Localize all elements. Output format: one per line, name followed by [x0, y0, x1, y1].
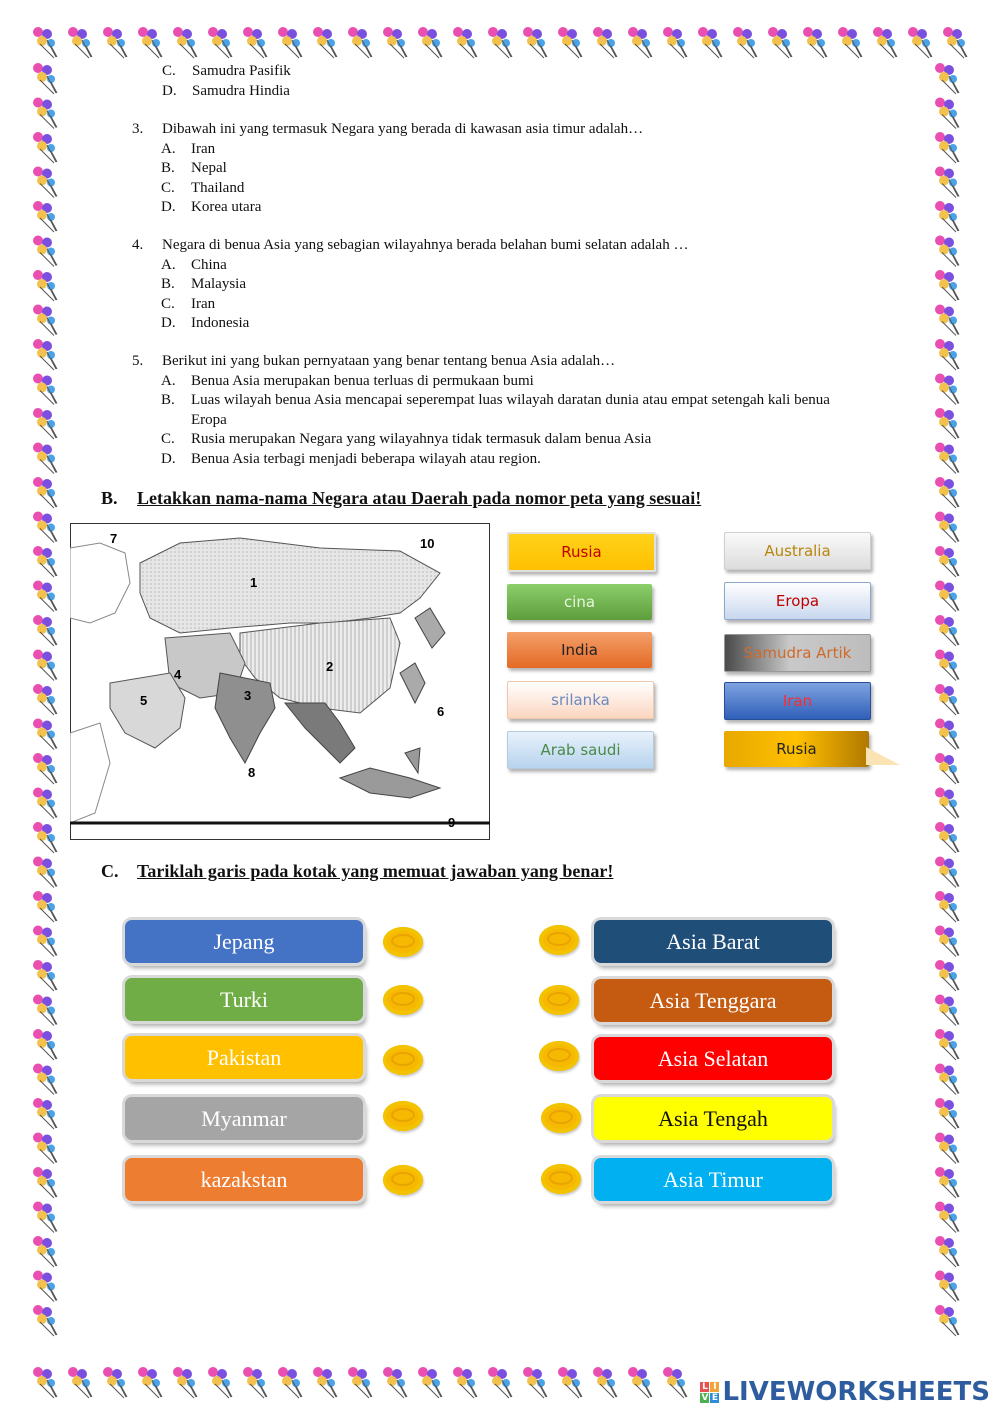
balloon-icon: [33, 236, 57, 267]
balloon-icon: [33, 857, 57, 888]
option-text: Thailand: [191, 179, 245, 196]
balloon-icon: [558, 27, 582, 58]
chip-samudra-artik[interactable]: Samudra Artik: [724, 634, 871, 672]
balloon-icon: [935, 581, 959, 612]
chip-iran[interactable]: Iran: [724, 682, 871, 720]
balloon-icon: [33, 960, 57, 991]
option-text: Eropa: [191, 411, 227, 428]
option-text: Malaysia: [191, 276, 246, 292]
balloon-icon: [935, 512, 959, 543]
balloon-icon: [935, 650, 959, 681]
chip-rusia[interactable]: Rusia: [507, 532, 656, 572]
right-connector-dot[interactable]: [541, 1103, 581, 1133]
balloon-icon: [68, 27, 92, 58]
balloon-icon: [935, 615, 959, 646]
balloon-icon: [383, 27, 407, 58]
balloon-icon: [348, 27, 372, 58]
balloon-icon: [733, 27, 757, 58]
left-connector-dot[interactable]: [383, 1101, 423, 1131]
balloon-icon: [33, 201, 57, 232]
map-number-7: 7: [110, 531, 118, 546]
balloon-icon: [33, 581, 57, 612]
balloon-icon: [935, 132, 959, 163]
balloon-icon: [935, 926, 959, 957]
balloon-icon: [935, 1098, 959, 1129]
option-text: Benua Asia terbagi menjadi beberapa wilayah atau region.: [191, 450, 541, 467]
map-number-3: 3: [244, 688, 252, 703]
map-number-10: 10: [420, 536, 435, 551]
map-number-1: 1: [250, 575, 258, 590]
map-number-9: 9: [448, 815, 456, 830]
balloon-icon: [935, 857, 959, 888]
balloon-icon: [593, 1367, 617, 1398]
balloon-icon: [558, 1367, 582, 1398]
balloon-icon: [935, 98, 959, 129]
balloon-icon: [488, 27, 512, 58]
balloon-icon: [173, 27, 197, 58]
section-b-title: Letakkan nama-nama Negara atau Daerah pada nomor peta yang sesuai!: [137, 488, 702, 508]
balloon-icon: [33, 926, 57, 957]
balloon-icon: [313, 1367, 337, 1398]
balloon-icon: [33, 995, 57, 1026]
balloon-icon: [935, 1029, 959, 1060]
balloon-icon: [33, 1064, 57, 1095]
balloon-icon: [33, 1133, 57, 1164]
chip-tail-decoration: [866, 747, 900, 765]
balloon-icon: [33, 477, 57, 508]
balloon-icon: [33, 98, 57, 129]
balloon-icon: [935, 270, 959, 301]
balloon-icon: [593, 27, 617, 58]
balloon-icon: [33, 891, 57, 922]
left-connector-dot[interactable]: [383, 927, 423, 957]
chip-eropa[interactable]: Eropa: [724, 582, 871, 620]
live-badge-icon: L IV E: [701, 1381, 719, 1403]
right-connector-dot[interactable]: [539, 985, 579, 1015]
balloon-icon: [935, 719, 959, 750]
balloon-icon: [803, 27, 827, 58]
balloon-icon: [33, 63, 57, 94]
left-item-myanmar: Myanmar: [125, 1097, 363, 1140]
left-item-kazakstan: kazakstan: [125, 1158, 363, 1201]
chip-rusia-2[interactable]: Rusia: [724, 731, 869, 767]
option-text: Luas wilayah benua Asia mencapai seperempat luas wilayah daratan dunia atau empat setengah kali benua: [191, 392, 830, 408]
map-number-4: 4: [174, 667, 182, 682]
balloon-icon: [33, 305, 57, 336]
chip-india[interactable]: India: [507, 632, 652, 668]
logo-text: LIVEWORKSHEETS: [722, 1377, 990, 1407]
balloon-icon: [33, 443, 57, 474]
right-item-asia-timur: Asia Timur: [594, 1158, 832, 1201]
balloon-icon: [935, 305, 959, 336]
balloon-icon: [33, 408, 57, 439]
balloon-icon: [935, 546, 959, 577]
balloon-icon: [698, 27, 722, 58]
balloon-icon: [935, 1271, 959, 1302]
right-connector-dot[interactable]: [539, 925, 579, 955]
balloon-icon: [33, 27, 57, 58]
balloon-icon: [935, 339, 959, 370]
balloon-icon: [935, 477, 959, 508]
balloon-icon: [33, 546, 57, 577]
balloon-icon: [33, 167, 57, 198]
balloon-icon: [488, 1367, 512, 1398]
balloon-icon: [838, 27, 862, 58]
chip-arab-saudi[interactable]: Arab saudi: [507, 731, 654, 769]
balloon-icon: [68, 1367, 92, 1398]
balloon-icon: [935, 788, 959, 819]
balloon-icon: [33, 1367, 57, 1398]
right-item-asia-tenggara: Asia Tenggara: [594, 979, 832, 1022]
balloon-icon: [33, 684, 57, 715]
balloon-icon: [33, 1271, 57, 1302]
balloon-icon: [523, 1367, 547, 1398]
balloon-icon: [935, 684, 959, 715]
balloon-icon: [103, 1367, 127, 1398]
balloon-icon: [935, 1305, 959, 1336]
balloon-icon: [628, 1367, 652, 1398]
balloon-icon: [243, 1367, 267, 1398]
balloon-icon: [33, 753, 57, 784]
balloon-icon: [313, 27, 337, 58]
left-item-jepang: Jepang: [125, 920, 363, 963]
option-text: Nepal: [191, 160, 227, 176]
balloon-icon: [908, 27, 932, 58]
option-text: Rusia merupakan Negara yang wilayahnya tidak termasuk dalam benua Asia: [191, 431, 652, 447]
balloon-icon: [278, 1367, 302, 1398]
right-item-asia-barat: Asia Barat: [594, 920, 832, 963]
balloon-icon: [278, 27, 302, 58]
question-4-text: Negara di benua Asia yang sebagian wilayahnya berada belahan bumi selatan adalah …: [162, 237, 689, 253]
balloon-icon: [33, 339, 57, 370]
balloon-icon: [138, 1367, 162, 1398]
balloon-icon: [33, 1167, 57, 1198]
balloon-icon: [418, 1367, 442, 1398]
chip-srilanka[interactable]: srilanka: [507, 681, 654, 719]
left-connector-dot[interactable]: [383, 985, 423, 1015]
option-text: Indonesia: [191, 315, 250, 331]
balloon-icon: [935, 891, 959, 922]
balloon-icon: [935, 995, 959, 1026]
balloon-icon: [935, 1202, 959, 1233]
balloon-icon: [33, 650, 57, 681]
balloon-icon: [935, 201, 959, 232]
balloon-icon: [348, 1367, 372, 1398]
balloon-icon: [935, 753, 959, 784]
balloon-icon: [33, 1305, 57, 1336]
balloon-icon: [383, 1367, 407, 1398]
option-text: Korea utara: [191, 199, 262, 215]
question-3-text: Dibawah ini yang termasuk Negara yang berada di kawasan asia timur adalah…: [162, 121, 644, 137]
section-b-heading: B. Letakkan nama-nama Negara atau Daerah pada nomor peta yang sesuai!: [101, 488, 702, 508]
question-5-text: Berikut ini yang bukan pernyataan yang benar tentang benua Asia adalah…: [162, 353, 616, 369]
chip-cina[interactable]: cina: [507, 584, 652, 620]
balloon-icon: [33, 615, 57, 646]
balloon-icon: [873, 27, 897, 58]
balloon-icon: [663, 1367, 687, 1398]
chip-australia[interactable]: Australia: [724, 532, 871, 570]
balloon-icon: [935, 236, 959, 267]
option-text: Benua Asia merupakan benua terluas di permukaan bumi: [191, 372, 534, 389]
balloon-icon: [628, 27, 652, 58]
balloon-icon: [935, 1236, 959, 1267]
balloon-icon: [173, 1367, 197, 1398]
question-3: 3. Dibawah ini yang termasuk Negara yang berada di kawasan asia timur adalah… A. Iran B. Nepal C. Thailand D. Korea utara: [132, 120, 643, 218]
balloon-icon: [33, 788, 57, 819]
balloon-icon: [935, 374, 959, 405]
balloon-icon: [935, 443, 959, 474]
left-item-turki: Turki: [125, 978, 363, 1021]
liveworksheets-logo: [700, 1377, 990, 1407]
balloon-icon: [935, 167, 959, 198]
balloon-icon: [935, 1064, 959, 1095]
balloon-icon: [33, 1098, 57, 1129]
option-text: Iran: [191, 140, 216, 157]
balloon-icon: [33, 822, 57, 853]
right-connector-dot[interactable]: [539, 1041, 579, 1071]
balloon-icon: [935, 960, 959, 991]
map-number-5: 5: [140, 693, 148, 708]
balloon-icon: [33, 719, 57, 750]
balloon-icon: [935, 1133, 959, 1164]
balloon-icon: [33, 1029, 57, 1060]
balloon-icon: [33, 270, 57, 301]
balloon-icon: [935, 1167, 959, 1198]
map-number-2: 2: [326, 659, 334, 674]
balloon-icon: [103, 27, 127, 58]
balloon-icon: [523, 27, 547, 58]
balloon-icon: [418, 27, 442, 58]
balloon-icon: [243, 27, 267, 58]
balloon-icon: [33, 1202, 57, 1233]
right-item-asia-selatan: Asia Selatan: [594, 1037, 832, 1080]
option-text: Iran: [191, 295, 216, 312]
question-4: 4. Negara di benua Asia yang sebagian wilayahnya berada belahan bumi selatan adalah … A. China B. Malaysia C. Iran D. Indonesia: [132, 236, 688, 334]
right-connector-dot[interactable]: [541, 1164, 581, 1194]
map-number-8: 8: [248, 765, 256, 780]
balloon-icon: [33, 374, 57, 405]
right-item-asia-tengah: Asia Tengah: [594, 1097, 832, 1140]
question-5: 5. Berikut ini yang bukan pernyataan yang benar tentang benua Asia adalah… A. Benua Asia merupakan benua terluas di permukaan bumi B. Luas wilayah benua Asia mencapai seperempat luas wilayah daratan dunia atau empat setengah kali benua Eropa C. Rusia merupakan Negara yang wilayahnya tidak termasuk dalam benua Asia D. Benua Asia terbagi menjadi beberapa wilayah atau region.: [132, 352, 911, 469]
balloon-icon: [935, 822, 959, 853]
balloon-icon: [453, 1367, 477, 1398]
balloon-icon: [768, 27, 792, 58]
option-text: China: [191, 256, 227, 273]
balloon-icon: [33, 1236, 57, 1267]
balloon-icon: [208, 27, 232, 58]
question-2-tail: C. Samudra Pasifik D. Samudra Hindia: [162, 63, 291, 99]
balloon-icon: [453, 27, 477, 58]
balloon-icon: [935, 63, 959, 94]
balloon-icon: [935, 408, 959, 439]
left-connector-dot[interactable]: [383, 1165, 423, 1195]
balloon-icon: [943, 27, 967, 58]
balloon-icon: [138, 27, 162, 58]
section-c-heading: C. Tariklah garis pada kotak yang memuat jawaban yang benar!: [101, 861, 614, 881]
balloon-icon: [33, 512, 57, 543]
left-connector-dot[interactable]: [383, 1045, 423, 1075]
section-c-title: Tariklah garis pada kotak yang memuat jawaban yang benar!: [137, 861, 614, 881]
balloon-icon: [663, 27, 687, 58]
left-item-pakistan: Pakistan: [125, 1036, 363, 1079]
balloon-icon: [33, 132, 57, 163]
asia-map: [70, 523, 490, 840]
map-number-6: 6: [437, 704, 445, 719]
balloon-icon: [208, 1367, 232, 1398]
